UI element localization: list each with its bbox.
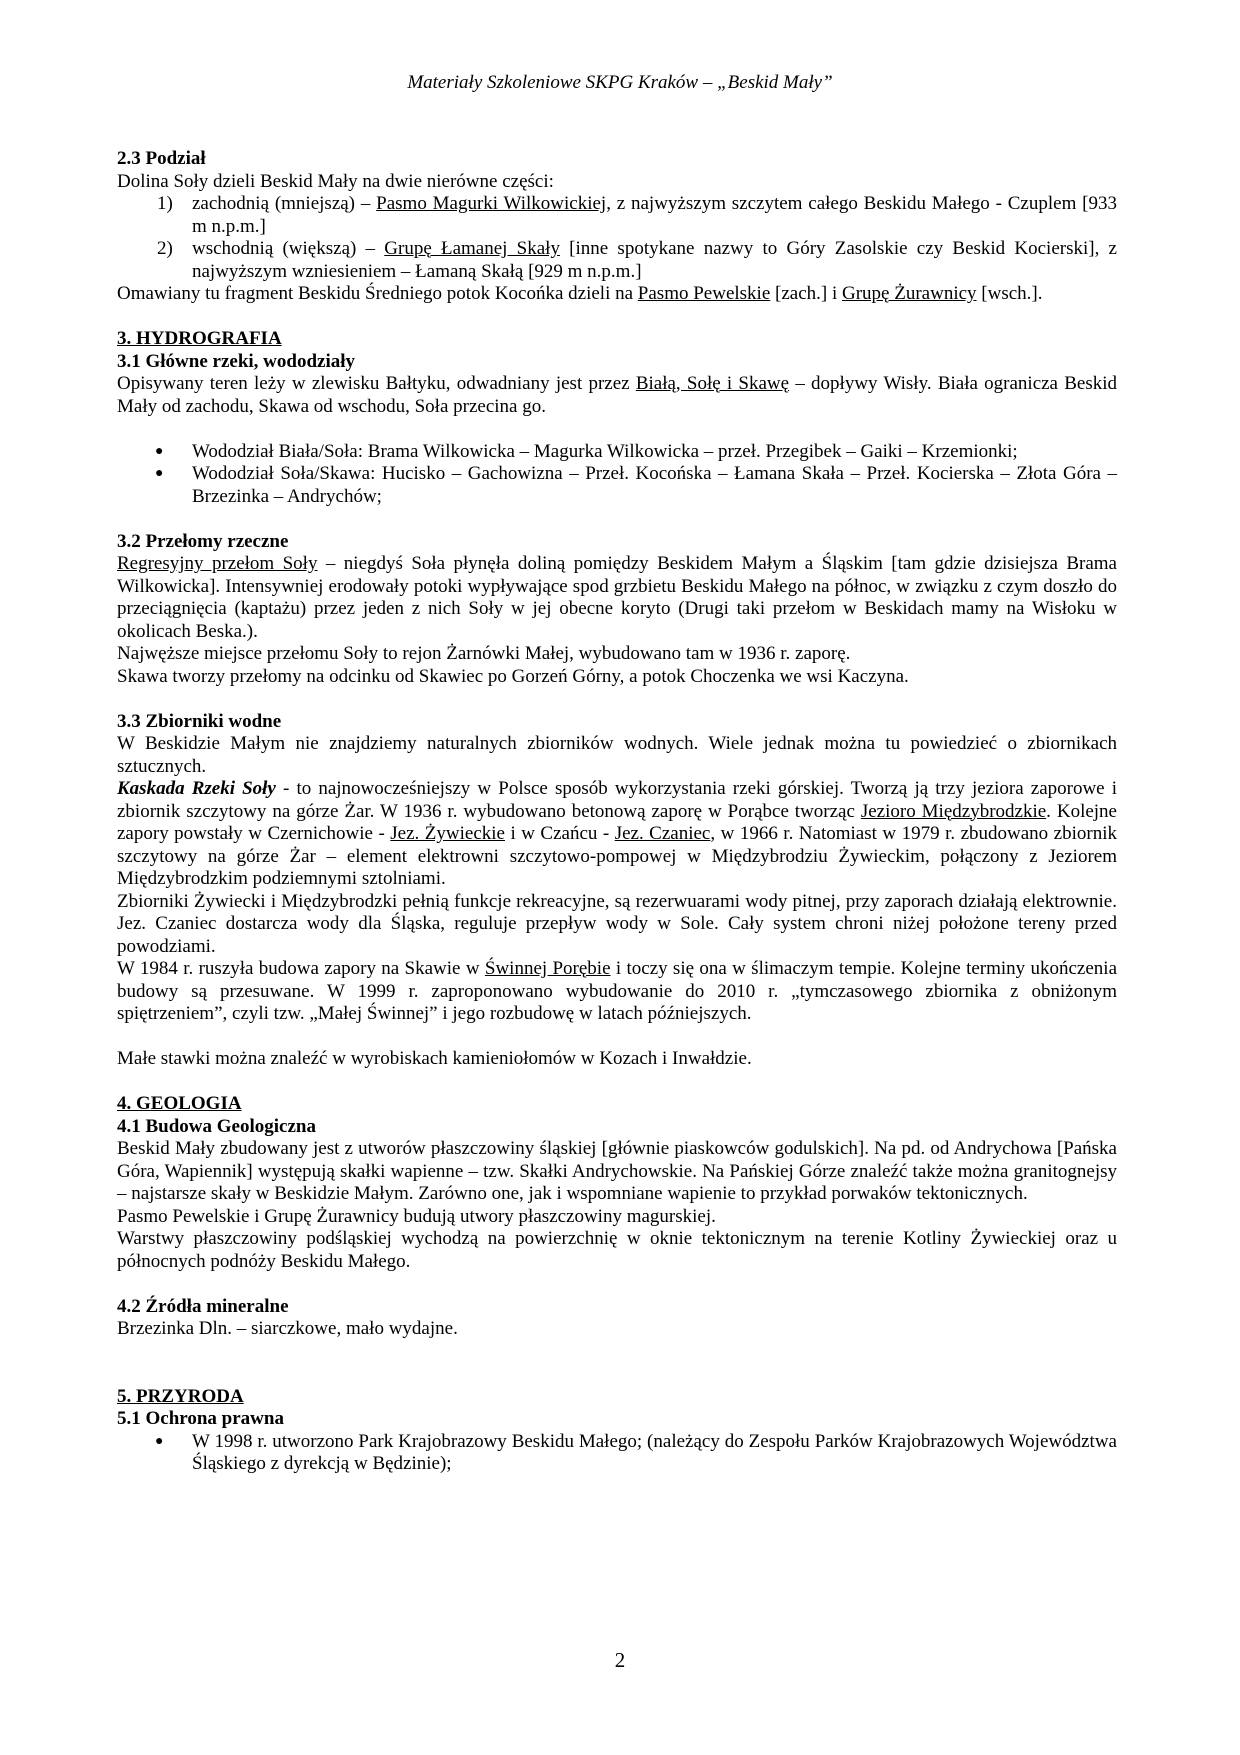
text: wschodnią (większą) – bbox=[192, 238, 385, 259]
list-number: 1) bbox=[157, 193, 173, 214]
paragraph: Warstwy płaszczowiny podśląskiej wychodzą na powierzchnię w oknie tektonicznym na terenie Kotliny Żywieckiej oraz u północnych podnóży Beskidu Małego. bbox=[117, 1228, 1117, 1272]
paragraph: W Beskidzie Małym nie znajdziemy naturalnych zbiorników wodnych. Wiele jednak można tu powiedzieć o zbiornikach sztucznych. bbox=[117, 733, 1117, 777]
link-grupa-lamanej-skaly[interactable]: Grupę Łamanej Skały bbox=[384, 238, 560, 259]
bullet-icon: ● bbox=[155, 443, 164, 459]
text: [zach.] i bbox=[770, 283, 842, 304]
paragraph bbox=[117, 283, 1117, 306]
link-pasmo-magurki[interactable]: Pasmo Magurki Wilkowickiej bbox=[376, 193, 607, 214]
paragraph: Dolina Soły dzieli Beskid Mały na dwie nierówne części: bbox=[117, 170, 554, 192]
spacer bbox=[117, 1341, 1117, 1364]
spacer bbox=[117, 508, 1117, 531]
spacer bbox=[117, 306, 1117, 329]
list-item bbox=[117, 463, 1117, 508]
paragraph: Skawa tworzy przełomy na odcinku od Skawiec po Gorzeń Górny, a potok Choczenka we wsi Kaczyna. bbox=[117, 665, 909, 687]
list-number: 2) bbox=[157, 238, 173, 259]
section-heading-3: 3. HYDROGRAFIA bbox=[117, 328, 282, 349]
text: . Kolejne zapory powstały w Czernichowie - bbox=[117, 800, 1117, 844]
section-heading-3-2: 3.2 Przełomy rzeczne bbox=[117, 530, 289, 552]
link-regresyjny-przelom[interactable]: Regresyjny przełom Soły bbox=[117, 553, 318, 574]
document-body bbox=[117, 148, 1117, 1476]
text: , z najwyższym szczytem całego Beskidu Małego - Czuplem [933 m n.p.m.] bbox=[192, 193, 1117, 237]
text: - to najnowocześniejszy w Polsce sposób wykorzystania rzeki górskiej. Tworzą ją trzy jeziora zaporowe i zbiornik szczytowy na górze Żar. W 1936 r. wybudowano betonową zaporę w Porąbce tworząc bbox=[117, 778, 1118, 822]
section-heading-4-2: 4.2 Źródła mineralne bbox=[117, 1295, 289, 1317]
spacer bbox=[117, 688, 1117, 711]
list-item bbox=[117, 193, 1117, 238]
paragraph bbox=[117, 778, 1117, 891]
paragraph: Małe stawki można znaleźć w wyrobiskach kamieniołomów w Kozach i Inwałdzie. bbox=[117, 1048, 752, 1069]
link-jez-zywieckie[interactable]: Jez. Żywieckie bbox=[390, 823, 505, 844]
text: Wododział Soła/Skawa: Hucisko – Gachowizna – Przeł. Kocońska – Łamana Skała – Przeł. Kocierska – Złota Góra – Brzezinka – Andrychów; bbox=[192, 463, 1117, 507]
bullet-icon: ● bbox=[155, 466, 164, 481]
text: Wododział Biała/Soła: Brama Wilkowicka – Magurka Wilkowicka – przeł. Przegibek – Gaiki – Krzemionki; bbox=[192, 440, 1018, 462]
paragraph: Zbiorniki Żywiecki i Międzybrodzki pełnią funkcje rekreacyjne, są rezerwuarami wody pitnej, przy zaporach działają elektrownie. Jez. Czaniec dostarcza wody dla Śląska, reguluje przepływ wody w Sole. Cały system chroni niżej położone tereny przed powodziami. bbox=[117, 890, 1117, 957]
paragraph: Brzezinka Dln. – siarczkowe, mało wydajne. bbox=[117, 1318, 458, 1339]
section-heading-2-3: 2.3 Podział bbox=[117, 148, 206, 169]
spacer bbox=[117, 1071, 1117, 1094]
list-item bbox=[117, 1431, 1117, 1476]
paragraph: Pasmo Pewelskie i Grupę Żurawnicy budują utwory płaszczowiny magurskiej. bbox=[117, 1205, 716, 1227]
link-rivers[interactable]: Białą, Sołę i Skawę bbox=[635, 373, 790, 394]
section-heading-5: 5. PRZYRODA bbox=[117, 1385, 244, 1407]
paragraph bbox=[117, 373, 1117, 418]
text: zachodnią (mniejszą) – bbox=[192, 193, 377, 214]
text: W 1984 r. ruszyła budowa zapory na Skawie w bbox=[117, 958, 485, 979]
section-heading-4: 4. GEOLOGIA bbox=[117, 1093, 242, 1114]
text: , w 1966 r. Natomiast w 1979 r. zbudowano zbiornik szczytowy na górze Żar – element elektrowni szczytowo-pompowej w Międzybrodziu Żywieckim, połączony z Jeziorem Międzybrodzkim podziemnymi sztolniami. bbox=[117, 823, 1117, 889]
bullet-icon: ● bbox=[155, 1433, 164, 1449]
text: i w Czańcu - bbox=[504, 823, 615, 844]
bullet-list bbox=[117, 1431, 1117, 1476]
section-heading-3-3: 3.3 Zbiorniki wodne bbox=[117, 710, 282, 732]
running-header: Materiały Szkoleniowe SKPG Kraków – „Beskid Mały” bbox=[407, 72, 833, 93]
paragraph: Beskid Mały zbudowany jest z utworów płaszczowiny śląskiej [głównie piaskowców godulskich]. Na pd. od Andrychowa [Pańska Góra, Wapiennik] występują skałki wapienne – tzw. Skałki Andrychowskie. Na Pańskiej Górze znaleźć także można granitognejsy – najstarsze skały w Beskidzie Małym. Zarówno one, jak i wspomniane wapienie to przykład porwaków tektonicznych. bbox=[117, 1138, 1117, 1204]
link-pasmo-pewelskie[interactable]: Pasmo Pewelskie bbox=[637, 283, 771, 304]
spacer bbox=[117, 1026, 1117, 1049]
link-jez-czaniec[interactable]: Jez. Czaniec bbox=[614, 823, 711, 844]
page-number: 2 bbox=[614, 1648, 626, 1672]
text: [inne spotykane nazwy to Góry Zasolskie czy Beskid Kocierski], z najwyższym wzniesieniem – Łamaną Skałą [929 m n.p.m.] bbox=[192, 238, 1117, 282]
section-heading-5-1: 5.1 Ochrona prawna bbox=[117, 1408, 284, 1429]
list-item bbox=[117, 238, 1117, 283]
spacer bbox=[117, 418, 1117, 441]
numbered-list bbox=[117, 193, 1117, 283]
paragraph bbox=[117, 553, 1117, 643]
text: Opisywany teren leży w zlewisku Bałtyku, odwadniany jest przez bbox=[117, 373, 636, 394]
text: W 1998 r. utworzono Park Krajobrazowy Beskidu Małego; (należący do Zespołu Parków Krajobrazowych Województwa Śląskiego z dyrekcją w Będzinie); bbox=[192, 1430, 1117, 1474]
spacer bbox=[117, 1273, 1117, 1296]
link-jezioro-miedzybrodzkie[interactable]: Jezioro Międzybrodzkie bbox=[860, 800, 1047, 822]
term-kaskada: Kaskada Rzeki Soły bbox=[117, 778, 276, 799]
text: – dopływy Wisły. Biała ogranicza Beskid Mały od zachodu, Skawa od wschodu, Soła przecina go. bbox=[117, 373, 1118, 417]
link-grupa-zurawnicy[interactable]: Grupę Żurawnicy bbox=[842, 283, 977, 304]
text: – niegdyś Soła płynęła doliną pomiędzy Beskidem Małym a Śląskim [tam gdzie dzisiejsza Brama Wilkowicka]. Intensywniej erodowały potoki wypływające spod grzbietu Beskidu Małego na północ, w związku z czym doszło do przeciągnięcia (kaptażu) przez jeden z nich Soły w jej obecne koryto (Drugi taki przełom w Beskidach mamy na Wisłoku w okolicach Beska.). bbox=[117, 553, 1117, 642]
text: i toczy się ona w ślimaczym tempie. Kolejne terminy ukończenia budowy są przesuwane. W 1999 r. zaproponowano wybudowanie do 2010 r. „tymczasowego zbiornika z obniżonym spiętrzeniem”, czyli tzw. „Małej Świnnej” i jego rozbudowę w latach późniejszych. bbox=[117, 958, 1118, 1024]
section-heading-4-1: 4.1 Budowa Geologiczna bbox=[117, 1115, 316, 1137]
paragraph: Najwęższe miejsce przełomu Soły to rejon Żarnówki Małej, wybudowano tam w 1936 r. zaporę. bbox=[117, 643, 851, 664]
section-heading-3-1: 3.1 Główne rzeki, wododziały bbox=[117, 350, 356, 372]
list-item bbox=[117, 441, 1117, 464]
paragraph bbox=[117, 958, 1117, 1026]
text: [wsch.]. bbox=[976, 283, 1043, 304]
text: Omawiany tu fragment Beskidu Średniego potok Kocońka dzieli na bbox=[117, 283, 638, 304]
spacer bbox=[117, 1363, 1117, 1386]
bullet-list bbox=[117, 441, 1117, 509]
link-swinna-poreba[interactable]: Świnnej Porębie bbox=[484, 958, 611, 979]
